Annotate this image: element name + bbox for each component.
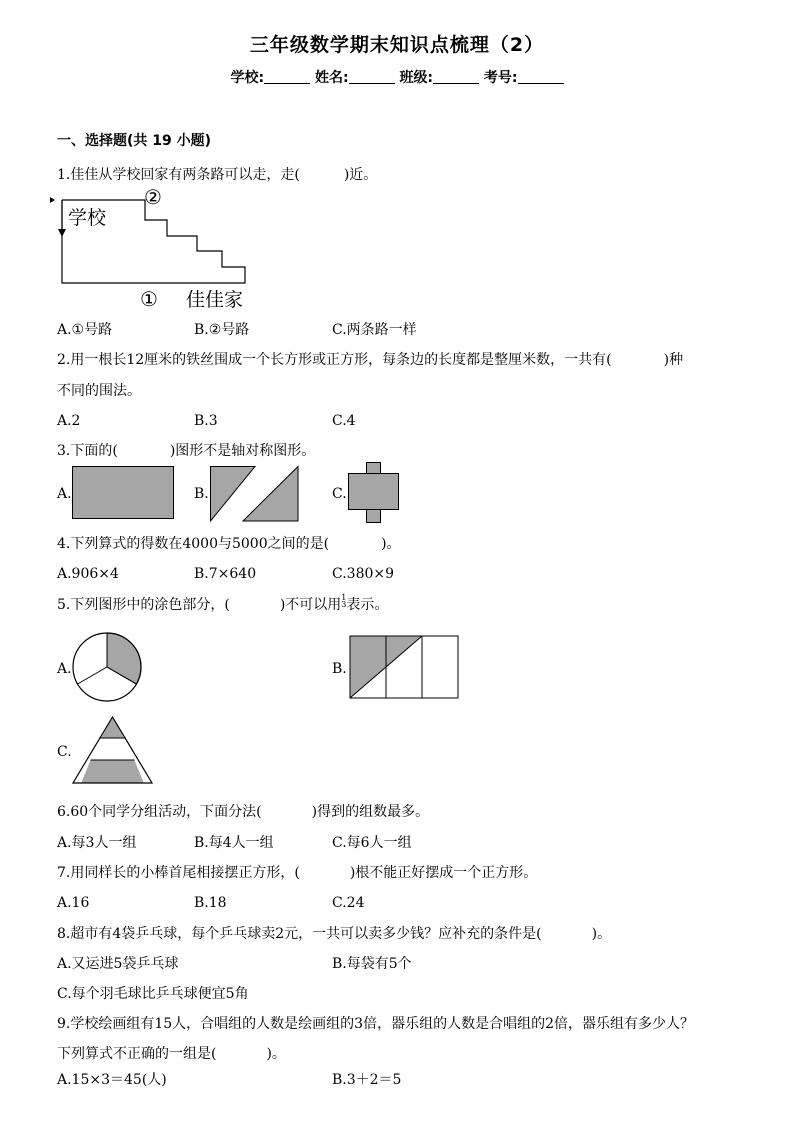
question-8 <box>57 924 611 944</box>
q7-text-end: )根不能正好摆成一个正方形。 <box>349 865 538 881</box>
q9-option-a[interactable]: A.15×3＝45(人) <box>57 1072 167 1088</box>
left-arrow-icon <box>50 197 55 203</box>
q7-option-b[interactable]: B.18 <box>194 895 227 911</box>
q8-option-b[interactable]: B.每袋有5个 <box>332 956 412 972</box>
q6-option-a[interactable]: A.每3人一组 <box>57 835 137 851</box>
q4-text: 4.下列算式的得数在4000与5000之间的是( <box>57 536 330 552</box>
q1-option-b[interactable]: B.②号路 <box>194 322 250 338</box>
q3-option-a[interactable]: A. <box>57 486 72 502</box>
q7-option-c[interactable]: C.24 <box>332 895 365 911</box>
question-5 <box>57 594 388 615</box>
q5-shape-circle <box>72 632 144 704</box>
q9-text-end: )。 <box>266 1046 286 1062</box>
q6-option-c[interactable]: C.每6人一组 <box>332 835 412 851</box>
question-7 <box>57 863 537 883</box>
q9-text: 下列算式不正确的一组是( <box>57 1046 217 1062</box>
q8-option-a[interactable]: A.又运进5袋乒乓球 <box>57 956 179 972</box>
q3-option-b[interactable]: B. <box>194 486 209 502</box>
question-2 <box>57 350 683 370</box>
q6-text: 6.60个同学分组活动，下面分法( <box>57 804 262 820</box>
q5-fraction-denominator: 3 <box>341 600 347 609</box>
q2-text-end: )种 <box>663 352 684 368</box>
q3-shape-cross <box>348 462 400 524</box>
q7-text: 7.用同样长的小棒首尾相接摆正方形，( <box>57 865 300 881</box>
question-6 <box>57 802 429 822</box>
q5-text: 5.下列图形中的涂色部分，( <box>57 597 230 613</box>
route-2-label: ② <box>144 185 162 209</box>
question-1 <box>57 165 377 185</box>
q1-option-a[interactable]: A.①号路 <box>57 322 113 338</box>
school-label: 学校: <box>230 70 265 86</box>
q4-option-a[interactable]: A.906×4 <box>57 566 119 582</box>
class-blank[interactable] <box>433 71 479 84</box>
q5-option-b[interactable]: B. <box>332 661 347 677</box>
q4-option-b[interactable]: B.7×640 <box>194 566 257 582</box>
school-blank[interactable] <box>264 71 310 84</box>
q5-option-a[interactable]: A. <box>57 661 72 677</box>
section-title: 一、选择题(共 19 小题) <box>57 133 212 149</box>
q5-shape-rectangle-thirds <box>349 635 461 700</box>
route-1-label: ① <box>140 287 158 311</box>
question-3 <box>57 441 315 461</box>
q1-text-end: )近。 <box>343 167 378 183</box>
number-blank[interactable] <box>518 71 564 84</box>
student-info-line <box>0 67 794 87</box>
q9-option-b[interactable]: B.3＋2＝5 <box>332 1072 402 1088</box>
q7-option-a[interactable]: A.16 <box>57 895 90 911</box>
q5-fraction-numerator: 1 <box>341 593 347 602</box>
q8-text-end: )。 <box>591 926 612 942</box>
q3-text: 3.下面的( <box>57 443 118 459</box>
q2-option-a[interactable]: A.2 <box>57 413 81 429</box>
q8-text: 8.超市有4袋乒乓球，每个乒乓球卖2元，一共可以卖多少钱？应补充的条件是( <box>57 926 542 942</box>
q6-option-b[interactable]: B.每4人一组 <box>194 835 274 851</box>
q8-option-c[interactable]: C.每个羽毛球比乒乓球便宜5角 <box>57 986 249 1002</box>
q2-option-c[interactable]: C.4 <box>332 413 356 429</box>
q3-shape-rectangle <box>72 466 174 520</box>
q1-option-c[interactable]: C.两条路一样 <box>332 322 417 338</box>
question-9-line-2 <box>57 1044 286 1064</box>
q5-shape-triangle-bands <box>72 716 154 786</box>
q2-text: 2.用一根长12厘米的铁丝围成一个长方形或正方形，每条边的长度都是整厘米数，一共有( <box>57 352 612 368</box>
name-blank[interactable] <box>349 71 395 84</box>
name-label: 姓名: <box>314 70 349 86</box>
q1-text: 1.佳佳从学校回家有两条路可以走，走( <box>57 167 300 183</box>
q3-text-end: )图形不是轴对称图形。 <box>169 443 316 459</box>
q3-option-c[interactable]: C. <box>332 486 347 502</box>
home-label-figure: 佳佳家 <box>186 289 244 311</box>
q5-text-end: 表示。 <box>346 597 389 613</box>
down-arrow-icon <box>58 229 66 237</box>
class-label: 班级: <box>399 70 434 86</box>
q4-option-c[interactable]: C.380×9 <box>332 566 395 582</box>
school-label-figure: 学校 <box>68 207 107 229</box>
question-4 <box>57 534 401 554</box>
question-2-line-2: 不同的围法。 <box>57 383 141 399</box>
q3-shape-two-triangles <box>210 466 302 522</box>
q5-option-c[interactable]: C. <box>57 744 72 760</box>
page-title: 三年级数学期末知识点梳理（2） <box>249 34 545 56</box>
q6-text-end: )得到的组数最多。 <box>311 804 430 820</box>
route-map-figure <box>50 185 270 315</box>
q4-text-end: )。 <box>381 536 401 552</box>
q2-option-b[interactable]: B.3 <box>194 413 218 429</box>
q5-text-middle: )不可以用 <box>279 597 342 613</box>
number-label: 考号: <box>483 70 518 86</box>
question-9: 9.学校绘画组有15人，合唱组的人数是绘画组的3倍，器乐组的人数是合唱组的2倍，器乐组有多少人？ <box>57 1016 694 1032</box>
